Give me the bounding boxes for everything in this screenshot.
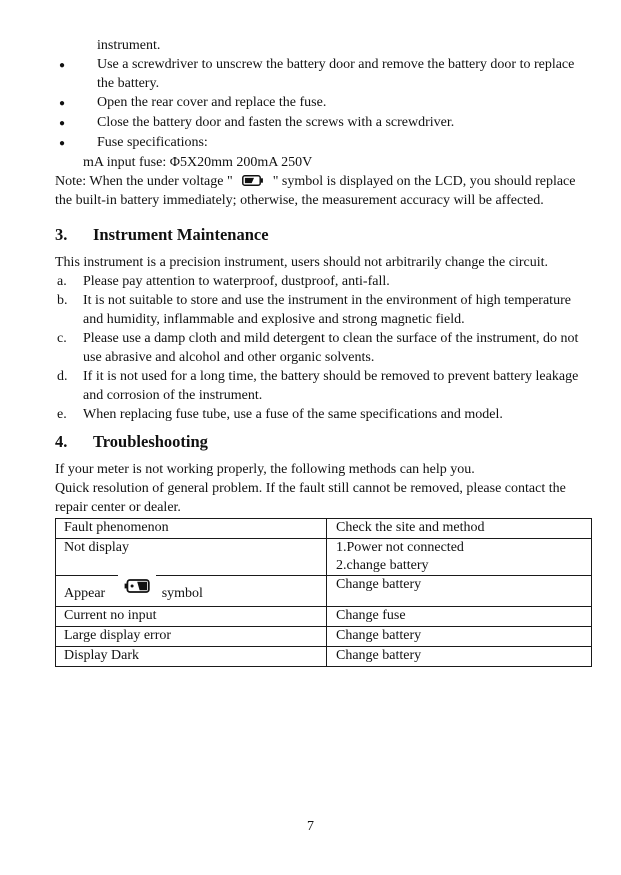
fault-cell: Current no input bbox=[56, 607, 327, 627]
item-label: a. bbox=[57, 274, 67, 289]
fault-cell bbox=[56, 576, 327, 607]
fault-cell: Large display error bbox=[56, 627, 327, 647]
section-number: 3. bbox=[55, 225, 68, 244]
item-label: c. bbox=[57, 331, 67, 346]
bullet-text: Fuse specifications: bbox=[97, 135, 208, 150]
troubleshooting-table bbox=[55, 518, 592, 667]
item-label: b. bbox=[57, 293, 68, 308]
check-cell: Change battery bbox=[327, 627, 592, 647]
section-4-intro-line1: If your meter is not working properly, the following methods can help you. bbox=[55, 462, 475, 477]
section-number: 4. bbox=[55, 432, 68, 451]
item-label: d. bbox=[57, 369, 68, 384]
item-text: When replacing fuse tube, use a fuse of the same specifications and model. bbox=[83, 407, 503, 422]
section-4-heading bbox=[55, 431, 590, 452]
note-paragraph bbox=[55, 172, 590, 210]
fault-text-before: Appear bbox=[64, 586, 106, 601]
fault-cell: Display Dark bbox=[56, 647, 327, 667]
section-title: Instrument Maintenance bbox=[93, 225, 269, 244]
list-item bbox=[55, 133, 590, 153]
continuation-line: instrument. bbox=[97, 38, 161, 53]
table-row bbox=[56, 647, 592, 667]
item-text: It is not suitable to store and use the instrument in the environment of high temperature and humidity, inflammable and explosive and strong magnetic field. bbox=[83, 293, 571, 327]
table-row bbox=[56, 627, 592, 647]
item-text: If it is not used for a long time, the battery should be removed to prevent battery leakage and corrosion of the instrument. bbox=[83, 369, 579, 403]
list-item bbox=[55, 93, 590, 113]
list-item bbox=[55, 272, 590, 291]
list-item bbox=[55, 367, 590, 405]
item-text: Please use a damp cloth and mild detergent to clean the surface of the instrument, do not use abrasive and alcohol and other organic solvents. bbox=[83, 331, 579, 365]
section-3-heading bbox=[55, 224, 590, 245]
bullet-icon: ● bbox=[59, 118, 66, 129]
list-item bbox=[55, 405, 590, 424]
page-number: 7 bbox=[307, 819, 314, 834]
low-battery-icon bbox=[118, 570, 156, 595]
low-battery-icon bbox=[242, 175, 263, 186]
table-row bbox=[56, 576, 592, 607]
list-item bbox=[55, 113, 590, 133]
section-3-intro: This instrument is a precision instrument, users should not arbitrarily change the circuit. bbox=[55, 255, 549, 270]
section-title: Troubleshooting bbox=[93, 432, 208, 451]
check-cell: Change battery bbox=[327, 576, 592, 607]
note-text-after: " symbol is displayed on the LCD, you should replace the built-in battery immediately; otherwise, the measurement accuracy will be affected. bbox=[55, 174, 576, 208]
table-header-check: Check the site and method bbox=[327, 519, 592, 539]
bullet-icon: ● bbox=[59, 98, 66, 109]
table-header-fault: Fault phenomenon bbox=[56, 519, 327, 539]
note-text-before: Note: When the under voltage " bbox=[55, 174, 237, 189]
item-label: e. bbox=[57, 407, 67, 422]
section-4-intro-line2: Quick resolution of general problem. If the fault still cannot be removed, please contact the repair center or dealer. bbox=[55, 481, 566, 515]
fuse-spec-line: mA input fuse: Φ5X20mm 200mA 250V bbox=[83, 155, 313, 170]
list-item bbox=[55, 329, 590, 367]
list-item bbox=[55, 291, 590, 329]
check-cell bbox=[327, 539, 592, 576]
bullet-icon: ● bbox=[59, 60, 66, 71]
fault-text-after: symbol bbox=[161, 586, 203, 601]
check-cell: Change battery bbox=[327, 647, 592, 667]
item-text: Please pay attention to waterproof, dustproof, anti-fall. bbox=[83, 274, 390, 289]
table-row bbox=[56, 607, 592, 627]
list-item bbox=[55, 55, 590, 93]
bullet-icon: ● bbox=[59, 138, 66, 149]
check-line: 2.change battery bbox=[336, 558, 429, 573]
check-line: 1.Power not connected bbox=[336, 540, 464, 555]
fault-cell: Not display bbox=[56, 539, 327, 576]
check-cell: Change fuse bbox=[327, 607, 592, 627]
bullet-text: Use a screwdriver to unscrew the battery door and remove the battery door to replace the battery. bbox=[97, 57, 575, 91]
table-header-row bbox=[56, 519, 592, 539]
bullet-text: Open the rear cover and replace the fuse. bbox=[97, 95, 327, 110]
bullet-text: Close the battery door and fasten the screws with a screwdriver. bbox=[97, 115, 455, 130]
